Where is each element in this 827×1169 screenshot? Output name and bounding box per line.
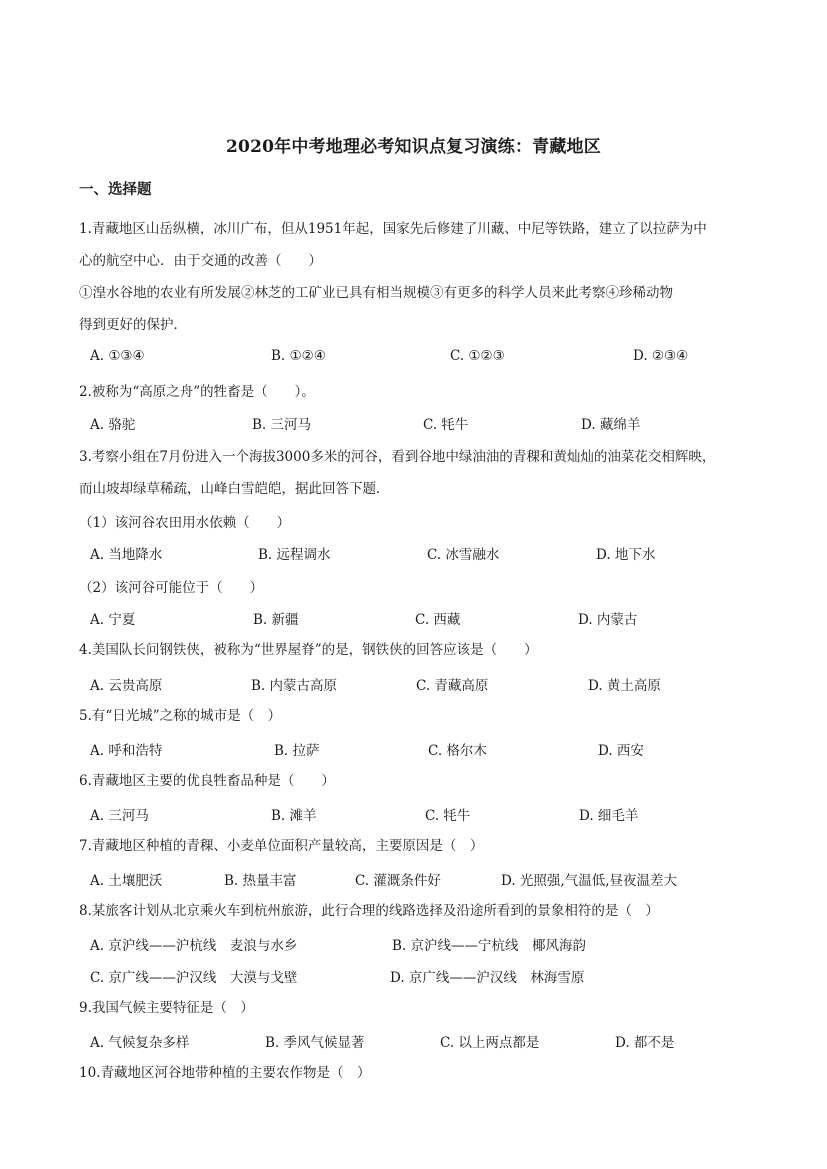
question-10-text: 10.青藏地区河谷地带种植的主要农作物是（ ） — [79, 1065, 371, 1081]
option-a[interactable]: A. 宁夏 — [90, 612, 136, 628]
question-4-options — [90, 674, 750, 694]
option-a[interactable]: A. 气候复杂多样 — [90, 1035, 190, 1051]
option-b[interactable]: B. 内蒙古高原 — [251, 678, 338, 694]
question-8-options-row-1 — [90, 934, 750, 954]
option-c[interactable]: C. 京广线——沪汉线 大漠与戈壁 — [90, 970, 298, 986]
option-d[interactable]: D. 藏绵羊 — [581, 417, 641, 433]
option-b[interactable]: B. ①②④ — [271, 348, 326, 364]
section-heading: 一、选择题 — [79, 181, 152, 198]
question-1-line-2: 心的航空中心．由于交通的改善（ ） — [79, 253, 322, 269]
option-c[interactable]: C. 牦牛 — [425, 808, 471, 824]
question-3-sub-1: （1）该河谷农田用水依赖（ ） — [79, 515, 291, 531]
question-7-options — [90, 869, 750, 889]
option-c[interactable]: C. 牦牛 — [423, 417, 469, 433]
question-2-options — [90, 413, 750, 433]
option-d[interactable]: D. 京广线——沪汉线 林海雪原 — [390, 970, 585, 986]
question-6-text: 6.青藏地区主要的优良牲畜品种是（ ） — [79, 773, 335, 789]
option-a[interactable]: A. 当地降水 — [90, 547, 163, 563]
question-3 — [79, 441, 751, 505]
option-a[interactable]: A. 呼和浩特 — [90, 743, 163, 759]
option-a[interactable]: A. 骆驼 — [90, 417, 136, 433]
question-8-options-row-2 — [90, 966, 750, 986]
option-d[interactable]: D. 内蒙古 — [578, 612, 638, 628]
option-c[interactable]: C. 冰雪融水 — [427, 547, 500, 563]
question-3-line-2: 而山坡却绿草稀疏，山峰白雪皑皑，据此回答下题． — [79, 481, 390, 497]
question-9-options — [90, 1031, 750, 1051]
option-b[interactable]: B. 新疆 — [253, 612, 299, 628]
option-d[interactable]: D. 黄土高原 — [588, 678, 661, 694]
question-7-text: 7.青藏地区种植的青稞、小麦单位面积产量较高，主要原因是（ ） — [79, 838, 484, 854]
option-b[interactable]: B. 拉萨 — [274, 743, 320, 759]
option-d[interactable]: D. 地下水 — [596, 547, 656, 563]
option-c[interactable]: C. ①②③ — [450, 348, 505, 364]
option-c[interactable]: C. 以上两点都是 — [440, 1035, 540, 1051]
option-d[interactable]: D. 光照强,气温低,昼夜温差大 — [501, 873, 678, 889]
question-3-sub-1-options — [90, 543, 750, 563]
question-9 — [79, 992, 751, 1024]
question-5-options — [90, 739, 750, 759]
option-c[interactable]: C. 格尔木 — [428, 743, 487, 759]
option-a[interactable]: A. 京沪线——沪杭线 麦浪与水乡 — [90, 938, 298, 954]
option-c[interactable]: C. 灌溉条件好 — [355, 873, 441, 889]
option-d[interactable]: D. 西安 — [598, 743, 644, 759]
option-b[interactable]: B. 热量丰富 — [224, 873, 297, 889]
question-3-sub-2-options — [90, 608, 750, 628]
question-5 — [79, 700, 751, 732]
option-a[interactable]: A. 三河马 — [90, 808, 149, 824]
question-6-options — [90, 804, 750, 824]
question-2-text: 2.被称为“高原之舟”的牲畜是（ ）。 — [79, 384, 315, 400]
option-b[interactable]: B. 滩羊 — [271, 808, 317, 824]
option-a[interactable]: A. 土壤肥沃 — [90, 873, 163, 889]
option-a[interactable]: A. 云贵高原 — [90, 678, 163, 694]
question-3-line-1: 3.考察小组在7月份进入一个海拔3000多米的河谷，看到谷地中绿油油的青稞和黄灿灿的油菜花交相辉映， — [79, 449, 716, 465]
question-4-text: 4.美国队长问钢铁侠，被称为“世界屋脊”的是，钢铁侠的回答应该是（ ） — [79, 642, 538, 658]
page-title: 2020年中考地理必考知识点复习演练：青藏地区 — [226, 137, 601, 157]
question-4 — [79, 634, 751, 666]
option-d[interactable]: D. 都不是 — [615, 1035, 675, 1051]
option-c[interactable]: C. 青藏高原 — [416, 678, 489, 694]
question-1-line-1: 1.青藏地区山岳纵横，冰川广布，但从1951年起，国家先后修建了川藏、中尼等铁路，建立了以拉萨为中 — [79, 221, 707, 237]
option-b[interactable]: B. 远程调水 — [258, 547, 331, 563]
option-b[interactable]: B. 京沪线——宁杭线 椰风海韵 — [392, 938, 587, 954]
option-b[interactable]: B. 季风气候显著 — [265, 1035, 365, 1051]
question-10 — [79, 1057, 751, 1089]
question-6 — [79, 765, 751, 797]
option-c[interactable]: C. 西藏 — [415, 612, 461, 628]
option-b[interactable]: B. 三河马 — [252, 417, 312, 433]
question-8-text: 8.某旅客计划从北京乘火车到杭州旅游，此行合理的线路选择及沿途所看到的景象相符的是（ ） — [79, 903, 659, 919]
question-3-sub-2: （2）该河谷可能位于（ ） — [79, 580, 264, 596]
question-8 — [79, 895, 751, 927]
question-1-line-3: ①湟水谷地的农业有所发展②林芝的工矿业已具有相当规模③有更多的科学人员来此考察④珍稀动物 — [79, 285, 673, 301]
question-7 — [79, 830, 751, 862]
question-1-options — [90, 348, 750, 368]
question-5-text: 5.有“日光城”之称的城市是（ ） — [79, 708, 282, 724]
option-d[interactable]: D. 细毛羊 — [579, 808, 639, 824]
option-d[interactable]: D. ②③④ — [633, 348, 689, 364]
question-1-line-4: 得到更好的保护． — [79, 317, 187, 333]
question-2 — [79, 376, 751, 408]
option-a[interactable]: A. ①③④ — [90, 348, 145, 364]
question-9-text: 9.我国气候主要特征是（ ） — [79, 1000, 254, 1016]
question-1 — [79, 213, 751, 341]
